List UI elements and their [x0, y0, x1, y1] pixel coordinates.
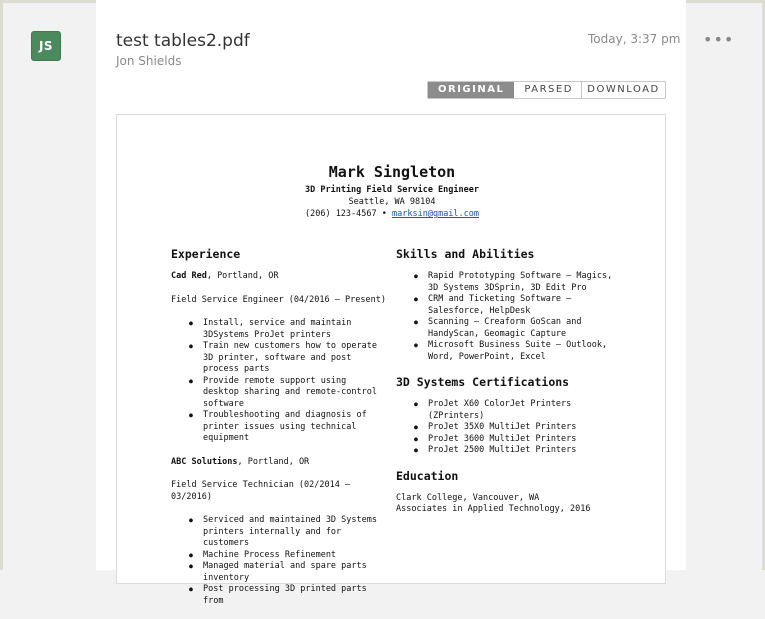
- education-school: Clark College, Vancouver, WA: [396, 492, 540, 503]
- job-employer: [171, 457, 386, 469]
- list-item: ● ProJet 35X0 MultiJet Printers: [414, 422, 626, 434]
- list-item: ● Serviced and maintained 3D Systems printers internally and for customers: [189, 515, 386, 550]
- contact-separator: •: [381, 209, 387, 219]
- certifications-list: [414, 399, 626, 457]
- experience-heading: Experience: [171, 247, 241, 261]
- list-item: ● Provide remote support using desktop sharing and remote-control software: [189, 376, 386, 411]
- left-column: [171, 247, 386, 619]
- resume-role: 3D Printing Field Service Engineer: [305, 185, 479, 195]
- document-preview: [116, 114, 666, 606]
- timestamp: Today, 3:37 pm: [588, 32, 681, 46]
- education-heading: Education: [396, 468, 459, 483]
- tab-parsed[interactable]: PARSED: [514, 82, 583, 98]
- tab-original[interactable]: ORIGINAL: [428, 82, 514, 98]
- job-company: Cad Red: [171, 271, 207, 281]
- list-item: ● Post processing 3D printed parts from: [189, 584, 386, 607]
- job-title: Field Service Engineer (04/2016 – Present): [171, 294, 386, 305]
- skills-heading: Skills and Abilities: [396, 247, 535, 261]
- download-button[interactable]: DOWNLOAD: [581, 81, 666, 99]
- job-employer: [171, 271, 386, 283]
- file-author: Jon Shields: [116, 54, 182, 68]
- list-item: ● CRM and Ticketing Software – Salesforce, HelpDesk: [414, 294, 626, 317]
- list-item: ● Scanning – Creaform GoScan and HandyScan, Geomagic Capture: [414, 317, 626, 340]
- list-item: ● ProJet 3600 MultiJet Printers: [414, 434, 626, 446]
- job-title: Field Service Technician (02/2014 – 03/2016): [171, 480, 351, 502]
- resume-phone: (206) 123-4567: [304, 209, 377, 219]
- education-degree: Associates in Applied Technology, 2016: [396, 504, 591, 514]
- list-item: ● Rapid Prototyping Software – Magics, 3D Systems 3DSprin, 3D Edit Pro: [414, 271, 626, 294]
- list-item: ● Train new customers how to operate 3D printer, software and post process parts: [189, 341, 386, 376]
- avatar[interactable]: JS: [31, 31, 61, 61]
- right-column: [396, 247, 626, 516]
- skills-list: [414, 271, 626, 363]
- file-title[interactable]: test tables2.pdf: [116, 31, 250, 51]
- more-horizontal-icon[interactable]: •••: [703, 30, 735, 49]
- resume-location: Seattle, WA 98104: [348, 197, 436, 207]
- job-location: , Portland, OR: [206, 271, 279, 281]
- job-company: ABC Solutions: [171, 456, 238, 467]
- certifications-heading: 3D Systems Certifications: [396, 375, 570, 389]
- list-item: ● Managed material and spare parts inventory: [189, 561, 386, 584]
- resume-contact: [117, 209, 667, 219]
- job-bullets: [189, 318, 386, 445]
- job-location: , Portland, OR: [237, 456, 310, 467]
- view-toggle: [427, 81, 584, 99]
- job-bullets: [189, 515, 386, 607]
- resume-name: Mark Singleton: [328, 163, 456, 181]
- email-link[interactable]: marksin@gmail.com: [392, 209, 480, 219]
- list-item: ● ProJet 2500 MultiJet Printers: [414, 445, 626, 457]
- list-item: ● ProJet X60 ColorJet Printers (ZPrinters): [414, 399, 626, 422]
- window-frame-left: [0, 0, 3, 570]
- list-item: ● Microsoft Business Suite – Outlook, Word, PowerPoint, Excel: [414, 340, 626, 363]
- list-item: ● Install, service and maintain 3DSystems ProJet printers: [189, 318, 386, 341]
- list-item: ● Machine Process Refinement: [189, 550, 386, 562]
- list-item: ● Troubleshooting and diagnosis of printer issues using technical equipment: [189, 410, 386, 445]
